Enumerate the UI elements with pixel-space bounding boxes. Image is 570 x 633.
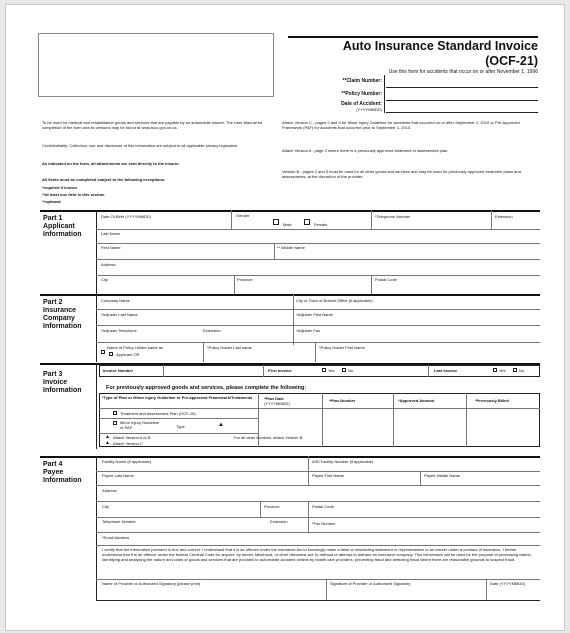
signatory-name-label: Name of Provider or Authorized Signatory (please print) (102, 581, 201, 586)
city-label: City (101, 277, 108, 282)
policy-holder-first-label: *Policy Holder First Name (319, 345, 365, 350)
claim-number-label: **Claim Number: (342, 78, 382, 84)
aisi-label: AISI Facility Number (if applicable) (312, 459, 374, 464)
company-name-label: Company Name (101, 298, 130, 303)
first-invoice-no[interactable] (342, 368, 346, 372)
part3-title: Part 3 Invoice Information (43, 371, 82, 394)
adjuster-telephone-label: *Adjuster Telephone (101, 328, 137, 333)
attach-version-a: Attach Version A - page 2 where there is a previously approved treatment or assessment plan. (282, 148, 449, 153)
female-label: Female (314, 222, 328, 227)
date-of-accident-field[interactable] (386, 101, 538, 113)
payee-telephone-label: Telephone Number (102, 519, 136, 524)
last-invoice-yes[interactable] (493, 368, 497, 372)
plan-date-format: (YYYYMMDD) (264, 401, 290, 406)
previously-approved-heading: For previously approved goods and services, please complete the following: (106, 385, 307, 391)
top-left-box (38, 33, 274, 97)
bullet-icon: ▲ (218, 422, 224, 428)
gender-label: Gender (236, 213, 250, 218)
city-branch-label: City or Town of Branch Office (if applicable) (296, 298, 373, 303)
telephone-label: *Telephone Number (375, 214, 411, 219)
first-invoice-yes-label: Yes (328, 368, 335, 373)
address-label: Address (101, 262, 116, 267)
male-checkbox[interactable] (273, 219, 279, 225)
date-of-accident-label: Date of Accident: (341, 101, 382, 107)
form-title: Auto Insurance Standard Invoice (342, 39, 538, 53)
approved-amount-header: *Approved Amount (398, 398, 435, 403)
last-invoice-no[interactable] (513, 368, 517, 372)
policy-holder-last-label: *Policy Holder Last name (207, 345, 252, 350)
use-form-note: Use this form for accidents that occur on or after November 1, 1996 (388, 69, 538, 75)
version-b-note: Version B - pages 2 and 3 must be used for all other goods and services and may be used for previously approved treatment plans and assessments, at the discretion of the provider. (282, 169, 521, 179)
payee-middle-label: Payee Middle Name (424, 473, 461, 478)
plan-number-header: *Plan Number (329, 398, 356, 403)
province-label: Province (237, 277, 253, 282)
adjuster-extension-label: Extension (203, 328, 221, 333)
first-invoice-no-label: No (348, 368, 354, 373)
payee-province-label: Province (264, 504, 280, 509)
attach-version-c-label: Attach Version C (113, 441, 143, 446)
intro-text-2: Confidentiality: Collection, use and disclosure of this information are subject to all applicable privacy legislation. (42, 143, 239, 148)
first-invoice-label: First Invoice (268, 368, 292, 373)
payee-email-label: *Email Address (102, 535, 130, 540)
last-name-label: Last Name (101, 231, 121, 236)
bullet-icon-3: ▲ (105, 440, 110, 446)
part2-title: Part 2 Insurance Company Information (43, 299, 82, 330)
invoice-number-label: Invoice Number (103, 368, 134, 373)
date-of-accident-format: (YYYYMMDD) (356, 107, 382, 112)
male-label: Male (283, 222, 292, 227)
invoice-page (5, 4, 565, 631)
payee-postal-label: Postal Code (312, 504, 334, 509)
attach-version-ab: Attach Version A or B (113, 435, 151, 440)
exception-1: *required if known (42, 185, 77, 190)
first-invoice-yes[interactable] (322, 368, 326, 372)
payee-last-label: Payee Last Name (102, 473, 134, 478)
intro-text-1: To be used for medical and rehabilitation goods and services that are payable by an automobile insurer. The User Manual for completion of the form and its versions may be found at www.fsco.gov.on.ca. (42, 120, 263, 130)
last-invoice-no-label: No (519, 368, 525, 373)
invoice-number-row (99, 365, 540, 377)
mig-checkbox[interactable] (113, 421, 117, 425)
intro-text-3: As indicated on the form, all attachments are sent directly to the insurer. (42, 161, 180, 166)
tap-label: Treatment and Assessment Plan (OCF-18) (120, 411, 196, 416)
type-label: Type (176, 424, 185, 429)
same-as-checkbox[interactable] (101, 350, 105, 354)
payee-address-label: Address (102, 488, 117, 493)
form-code: (OCF-21) (485, 54, 538, 68)
adjuster-last-label: *Adjuster Last Name (101, 312, 138, 317)
bullet-icon-2: ▲ (105, 434, 110, 440)
dob-label: Date Of Birth (YYYYMMDD) (101, 214, 152, 219)
part4-title: Part 4 Payee Information (43, 461, 82, 484)
other-invoices-note: For all other invoices, attach Version B (234, 435, 303, 440)
intro-text-4: All fields must be completed subject to the following exceptions: (42, 177, 166, 182)
previously-billed-header: *Previously Billed (475, 398, 509, 403)
policy-number-label: **Policy Number: (341, 91, 382, 97)
plan-date-header: *Plan Date (264, 396, 284, 401)
part1-title: Part 1 Applicant Information (43, 215, 82, 238)
last-invoice-yes-label: Yes (499, 368, 506, 373)
type-of-plan-header: *Type of Plan or Minor Injury Guideline or Pre-approved Framework/Treatments (102, 395, 253, 400)
signature-label: Signature of Provider or Authorized Signatory (330, 581, 411, 586)
extension-label: Extension (495, 214, 513, 219)
postal-label: Postal Code (375, 277, 397, 282)
payee-extension-label: Extension (270, 519, 288, 524)
certification-text: I certify that the information provided is true and correct. I understand that it is an offence under the Insurance Act to knowingly make a false or misleading statement or representation to an insurer under a contract of insurance. I further understand that it is an offence under the federal Criminal Code for anyone, by deceit, falsehood, or other dishonest act, to defraud or attempt to defraud an insurance company. This information will be used for the purpose of processing claims, identifying and analysing the nature and costs of goods and services that are provided to automobile accident victims by health care providers; preventing fraud and detecting fraud where there are reasonable grounds to suspect fraud. (102, 547, 532, 562)
middle-name-label: ** Middle Name (277, 245, 305, 250)
mig-label: Minor Injury Guideline or PAF (120, 420, 159, 430)
same-as-label: Name of Policy Holder same as (107, 345, 164, 350)
first-name-label: First Name (101, 245, 121, 250)
adjuster-fax-label: *Adjuster Fax (296, 328, 321, 333)
policy-number-field[interactable] (386, 88, 538, 101)
payee-fax-label: *Fax Number (312, 521, 336, 526)
plan-table (99, 393, 540, 447)
payee-city-label: City (102, 504, 109, 509)
applicant-checkbox[interactable] (109, 352, 113, 356)
applicant-or-label: Applicant OR (116, 352, 140, 357)
facility-name-label: Facility Name (if applicable) (102, 459, 152, 464)
title-block (288, 36, 538, 75)
claim-number-field[interactable] (386, 75, 538, 88)
attach-version-c: Attach Version C - pages 2 and 3 for Minor Injury Guideline for accidents that occurred on or after September 1, 2010 or Pre-Approved Framework (PAF) for accidents that occurred prior to September 1, 2010. (282, 120, 520, 130)
exception-3: **optional (42, 199, 61, 204)
female-checkbox[interactable] (304, 219, 310, 225)
sign-date-label: Date (YYYYMMDD) (490, 581, 526, 586)
tap-checkbox[interactable] (113, 411, 117, 415)
last-invoice-label: Last Invoice (434, 368, 458, 373)
exception-2: **at least one field in this section (42, 192, 105, 197)
adjuster-first-label: *Adjuster First Name (296, 312, 333, 317)
payee-first-label: Payee First Name (312, 473, 345, 478)
